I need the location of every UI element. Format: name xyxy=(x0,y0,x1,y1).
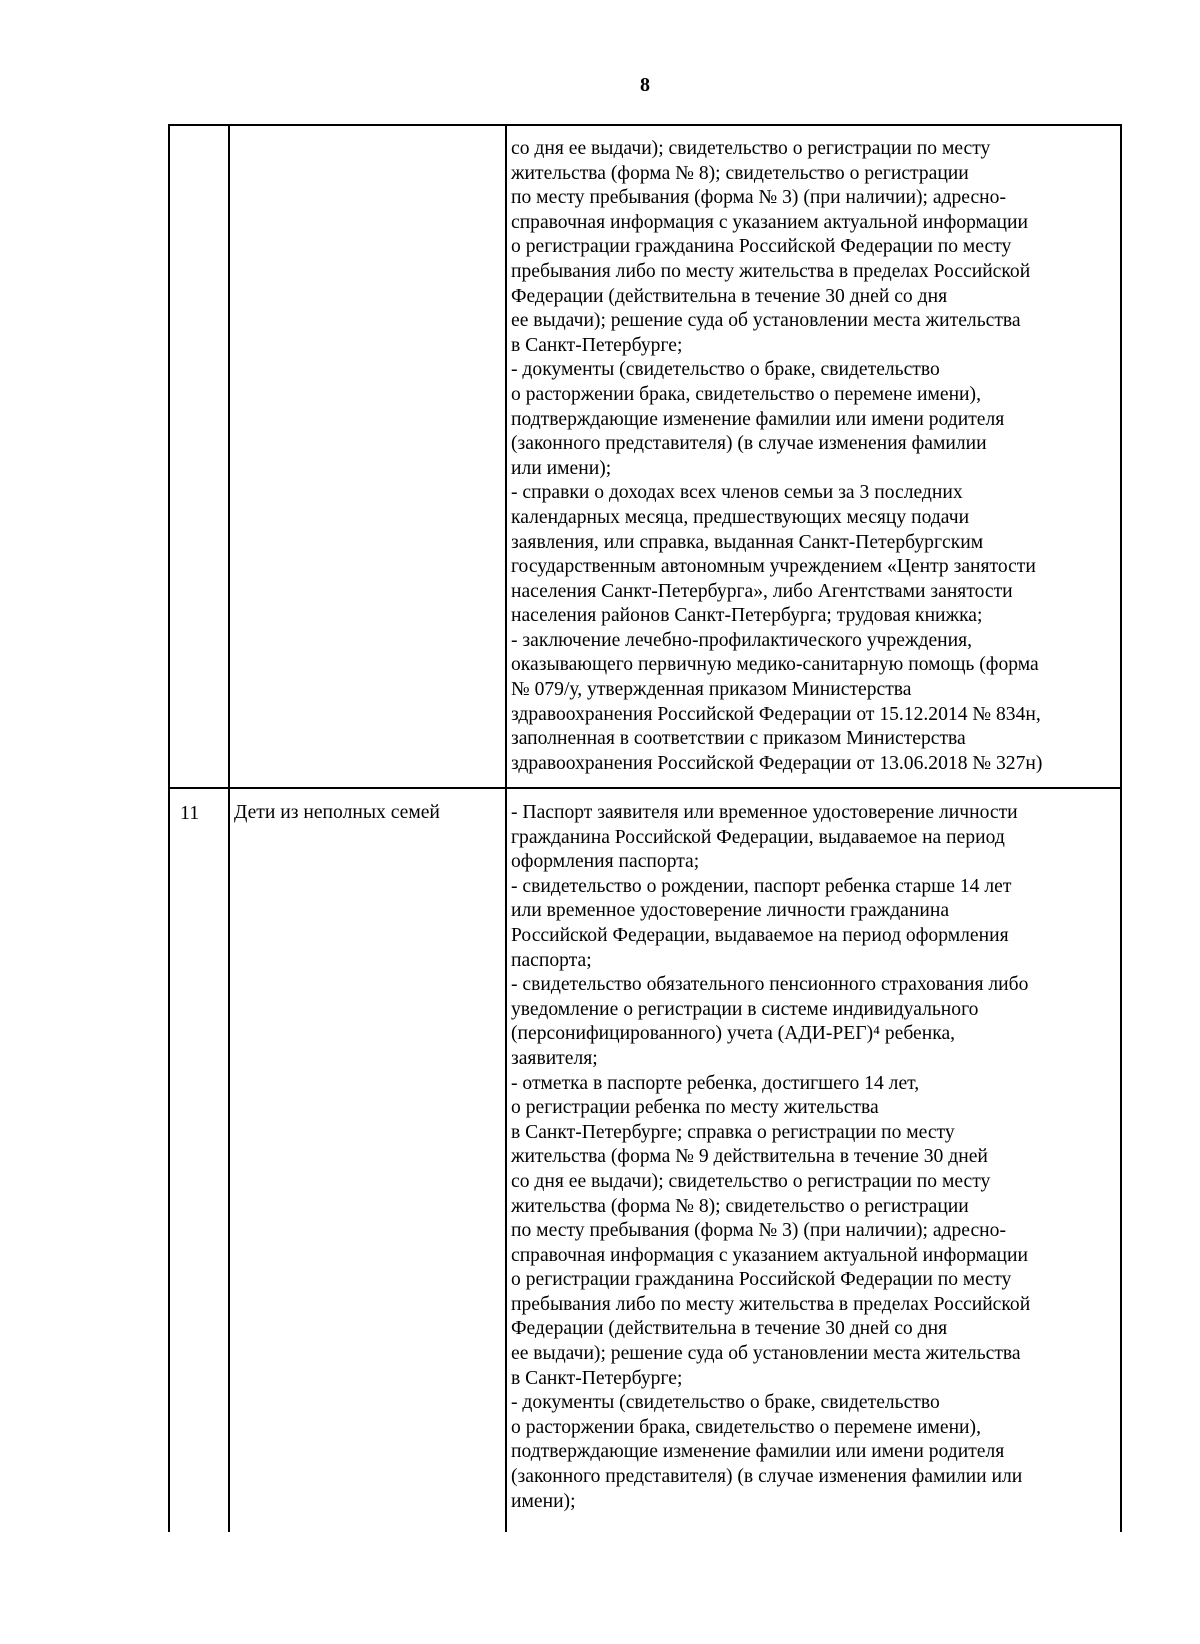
text-line: здравоохранения Российской Федерации от 13.06.2018 № 327н) xyxy=(511,752,1043,774)
table-border-top xyxy=(168,124,1122,126)
text-line: о регистрации ребенка по месту жительства xyxy=(511,1097,879,1119)
text-line: оказывающего первичную медико-санитарную помощь (форма xyxy=(511,654,1039,676)
text-line: ее выдачи); решение суда об установлении места жительства xyxy=(511,310,1021,332)
text-line: о регистрации гражданина Российской Федерации по месту xyxy=(511,236,1012,258)
text-line: жительства (форма № 8); свидетельство о регистрации xyxy=(511,1195,969,1217)
text-line: или имени); xyxy=(511,457,612,479)
text-line: по месту пребывания (форма № 3) (при наличии); адресно- xyxy=(511,187,1006,209)
text-line: - отметка в паспорте ребенка, достигшего 14 лет, xyxy=(511,1072,920,1094)
text-line: подтверждающие изменение фамилии или имени родителя xyxy=(511,1441,1005,1463)
text-line: уведомление о регистрации в системе индивидуального xyxy=(511,998,979,1020)
text-line: заявителя; xyxy=(511,1047,598,1069)
text-line: населения Санкт-Петербурга», либо Агентствами занятости xyxy=(511,580,1013,602)
text-line: (законного представителя) (в случае изменения фамилии xyxy=(511,433,987,455)
text-line: о регистрации гражданина Российской Федерации по месту xyxy=(511,1269,1012,1291)
text-line: по месту пребывания (форма № 3) (при наличии); адресно- xyxy=(511,1220,1006,1242)
text-line: здравоохранения Российской Федерации от 15.12.2014 № 834н, xyxy=(511,703,1041,725)
text-line: в Санкт-Петербурге; справка о регистрации по месту xyxy=(511,1121,955,1143)
text-line: - документы (свидетельство о браке, свидетельство xyxy=(511,359,940,381)
text-line: о расторжении брака, свидетельство о перемене имени), xyxy=(511,383,981,405)
text-line: календарных месяца, предшествующих месяцу подачи xyxy=(511,506,970,528)
documents-cell xyxy=(511,801,1030,1514)
text-line: паспорта; xyxy=(511,949,592,971)
text-line: Федерации (действительна в течение 30 дней со дня xyxy=(511,285,948,307)
text-line: со дня ее выдачи); свидетельство о регистрации по месту xyxy=(511,138,991,159)
documents-cell-continued xyxy=(511,137,1042,776)
text-line: № 079/у, утвержденная приказом Министерства xyxy=(511,679,912,701)
text-line: справочная информация с указанием актуальной информации xyxy=(511,211,1028,233)
text-line: ее выдачи); решение суда об установлении места жительства xyxy=(511,1343,1021,1365)
text-line: или временное удостоверение личности гражданина xyxy=(511,900,950,922)
text-line: Федерации (действительна в течение 30 дней со дня xyxy=(511,1318,948,1340)
text-line: справочная информация с указанием актуальной информации xyxy=(511,1244,1028,1266)
text-line: имени); xyxy=(511,1490,576,1512)
text-line: заявления, или справка, выданная Санкт-Петербургским xyxy=(511,531,984,553)
text-line: в Санкт-Петербурге; xyxy=(511,1367,683,1389)
text-line: жительства (форма № 8); свидетельство о регистрации xyxy=(511,162,969,184)
text-line: оформления паспорта; xyxy=(511,851,700,873)
text-line: со дня ее выдачи); свидетельство о регистрации по месту xyxy=(511,1170,991,1192)
text-line: жительства (форма № 9 действительна в течение 30 дней xyxy=(511,1146,988,1168)
text-line: пребывания либо по месту жительства в пределах Российской xyxy=(511,1293,1031,1315)
row-divider xyxy=(168,787,1122,789)
text-line: населения районов Санкт-Петербурга; трудовая книжка; xyxy=(511,605,983,627)
text-line: государственным автономным учреждением «Центр занятости xyxy=(511,556,1036,578)
table-border-right xyxy=(1120,124,1122,1532)
text-line: заполненная в соответствии с приказом Министерства xyxy=(511,728,966,750)
text-line: - документы (свидетельство о браке, свидетельство xyxy=(511,1392,940,1414)
row-number: 11 xyxy=(180,802,200,824)
column-divider-2 xyxy=(505,124,507,1532)
text-line: подтверждающие изменение фамилии или имени родителя xyxy=(511,408,1005,430)
text-line: - заключение лечебно-профилактического учреждения, xyxy=(511,629,973,651)
text-line: (персонифицированного) учета (АДИ-РЕГ)⁴ ребенка, xyxy=(511,1023,956,1045)
text-line: в Санкт-Петербурге; xyxy=(511,334,683,356)
text-line: - свидетельство обязательного пенсионного страхования либо xyxy=(511,974,1029,996)
document-table xyxy=(168,124,1122,1532)
table-border-left xyxy=(168,124,170,1532)
column-divider-1 xyxy=(228,124,230,1532)
text-line: пребывания либо по месту жительства в пределах Российской xyxy=(511,260,1031,282)
text-line: о расторжении брака, свидетельство о перемене имени), xyxy=(511,1416,981,1438)
text-line: Российской Федерации, выдаваемое на период оформления xyxy=(511,924,1009,946)
text-line: гражданина Российской Федерации, выдаваемое на период xyxy=(511,826,1005,848)
page-number: 8 xyxy=(640,74,650,96)
category-cell: Дети из неполных семей xyxy=(234,802,440,823)
text-line: - справки о доходах всех членов семьи за 3 последних xyxy=(511,482,963,504)
text-line: - свидетельство о рождении, паспорт ребенка старше 14 лет xyxy=(511,875,1012,897)
text-line: (законного представителя) (в случае изменения фамилии или xyxy=(511,1466,1023,1488)
text-line: - Паспорт заявителя или временное удостоверение личности xyxy=(511,802,1018,823)
